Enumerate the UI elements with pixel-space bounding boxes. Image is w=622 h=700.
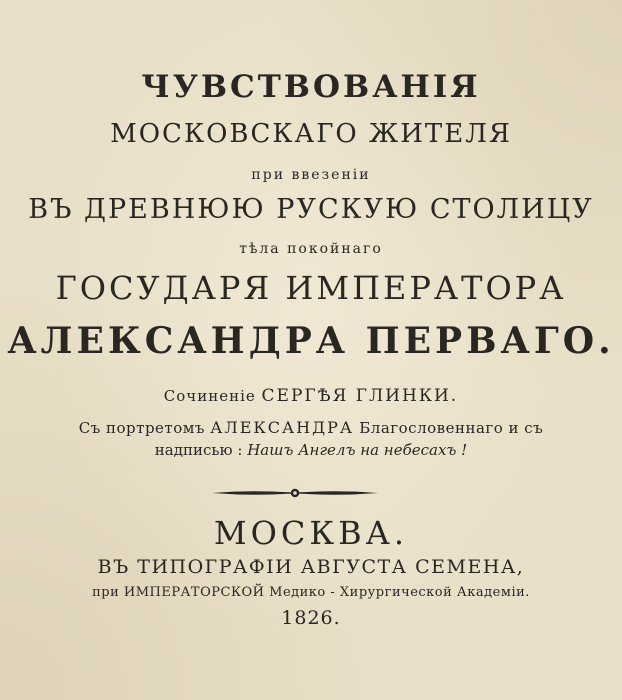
author-name: СЕРГѢЯ ГЛИНКИ. [261, 386, 459, 406]
portrait-suffix: Благословеннаго и съ [359, 419, 544, 437]
title-line-2: МОСКОВСКАГО ЖИТЕЛЯ [110, 119, 512, 149]
inscription-prefix: надписью : [154, 441, 243, 459]
imprint-city: МОСКВА. [213, 514, 409, 552]
title-line-6: ГОСУДАРЯ ИМПЕРАТОРА [55, 269, 567, 307]
imprint-press: ВЪ ТИПОГРАФІИ АВГУСТА СЕМЕНА, [97, 556, 525, 578]
imprint-academy: при ИМПЕРАТОРСКОЙ Медико - Хирургической Академіи. [92, 585, 530, 600]
authorship-line [0, 388, 622, 405]
title-line-4: ВЪ ДРЕВНЮЮ РУСКУЮ СТОЛИЦУ [28, 194, 594, 225]
title-line-3: при ввезеніи [251, 167, 371, 183]
title-line-7: АЛЕКСАНДРА ПЕРВАГО. [7, 320, 615, 362]
authorship-prefix: Сочиненіе [163, 387, 256, 405]
portrait-note-line-2 [0, 443, 622, 458]
ornamental-rule [210, 486, 380, 500]
inscription-text: Нашъ Ангелъ на небесахъ ! [247, 441, 468, 459]
portrait-prefix: Съ портретомъ [78, 419, 205, 437]
portrait-note-line-1 [0, 420, 622, 436]
title-line-1: ЧУВСТВОВАНІЯ [141, 69, 481, 105]
portrait-name: АЛЕКСАНДРА [210, 418, 354, 437]
title-line-5: тѣла покойнаго [239, 241, 383, 257]
imprint-year: 1826. [281, 607, 341, 629]
